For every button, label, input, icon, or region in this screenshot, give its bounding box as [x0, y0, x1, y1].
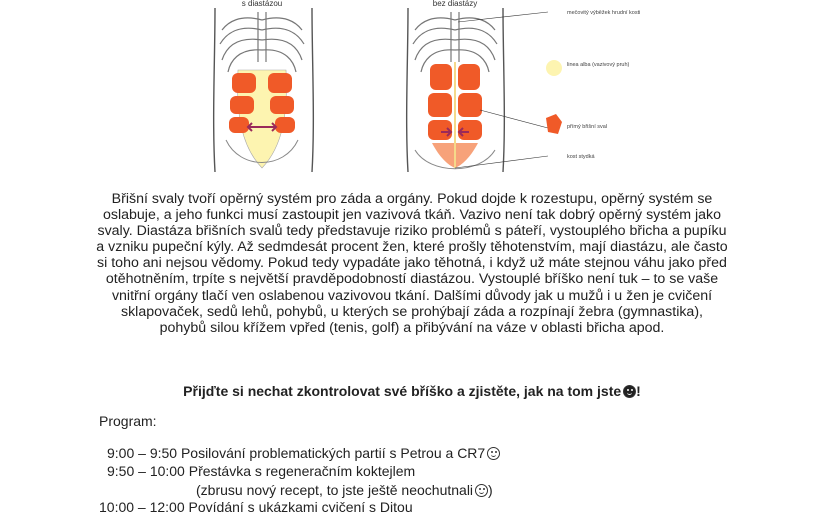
legend-muscle-swatch [546, 114, 562, 134]
smiley-icon [623, 385, 636, 398]
program-row-text: 9:00 – 9:50 Posilování problematických partií s Petrou a CR7 [107, 445, 486, 461]
legend-linea-alba-swatch [546, 60, 562, 76]
call-to-action [96, 383, 728, 399]
cta-suffix: ! [636, 383, 641, 399]
smiley-icon [475, 484, 488, 497]
program-row [99, 499, 413, 515]
left-figure-caption: s diastázou [241, 0, 283, 8]
torso-with-diastasis [214, 8, 314, 172]
program-row [196, 482, 493, 498]
diastasis-illustration [0, 0, 825, 185]
program-heading: Program: [99, 413, 157, 429]
article-paragraph: Břišní svaly tvoří opěrný systém pro záda a orgány. Pokud dojde k rozestupu, opěrný systém se oslabuje, a jeho funkci musí zastoupit jen vazivová tkáň. Vazivo není tak dobrý opěrný systém jako svaly. Diastáza břišních svalů tedy představuje riziko problémů s páteří, vystouplého břicha a pupíku a vzniku pupeční kýly. Až sedmdesát procent žen, které prošly těhotenstvím, mají diastázu, ale často si toho ani nejsou vědomy. Pokud tedy vypadáte jako těhotná, i když už máte stejnou váhu jako před otěhotněním, trpíte s největší pravděpodobností diastázou. Vystouplé bříško není tuk – to se vaše vnitřní orgány tlačí ven oslabenou vazivovou tkání. Dalšími důvody jak u mužů i u žen je cvičení sklapovaček, sedů lehů, pohybů, u kterých se prohýbají záda a rozpínají žebra (gymnastika), pohybů silou křížem vpřed (tenis, golf) a přibývání na váze v oblasti břicha apod. [96, 191, 728, 336]
program-row-text: 9:50 – 10:00 Přestávka s regeneračním koktejlem [107, 463, 416, 479]
torso-without-diastasis [407, 8, 548, 172]
smiley-icon [487, 447, 500, 460]
legend-pubic-bone: kost stydká [567, 154, 595, 160]
cta-text: Přijďte si nechat zkontrolovat své bříško a zjistěte, jak na tom jste [183, 383, 622, 399]
legend-linea-alba: linea alba (vazivový pruh) [567, 62, 630, 68]
legend-xiphoid: mečovitý výběžek hrudní kosti [567, 10, 641, 16]
legend-rectus: přímý břišní sval [567, 124, 608, 130]
program-row-suffix: ) [488, 482, 493, 498]
program-row-text: 10:00 – 12:00 Povídání s ukázkami cvičení s Ditou [99, 499, 413, 515]
program-row [107, 463, 415, 479]
right-figure-caption: bez diastázy [432, 0, 478, 8]
program-row-text: (zbrusu nový recept, to jste ještě neochutnali [196, 482, 474, 498]
legend [546, 10, 640, 160]
program-row [107, 445, 500, 461]
